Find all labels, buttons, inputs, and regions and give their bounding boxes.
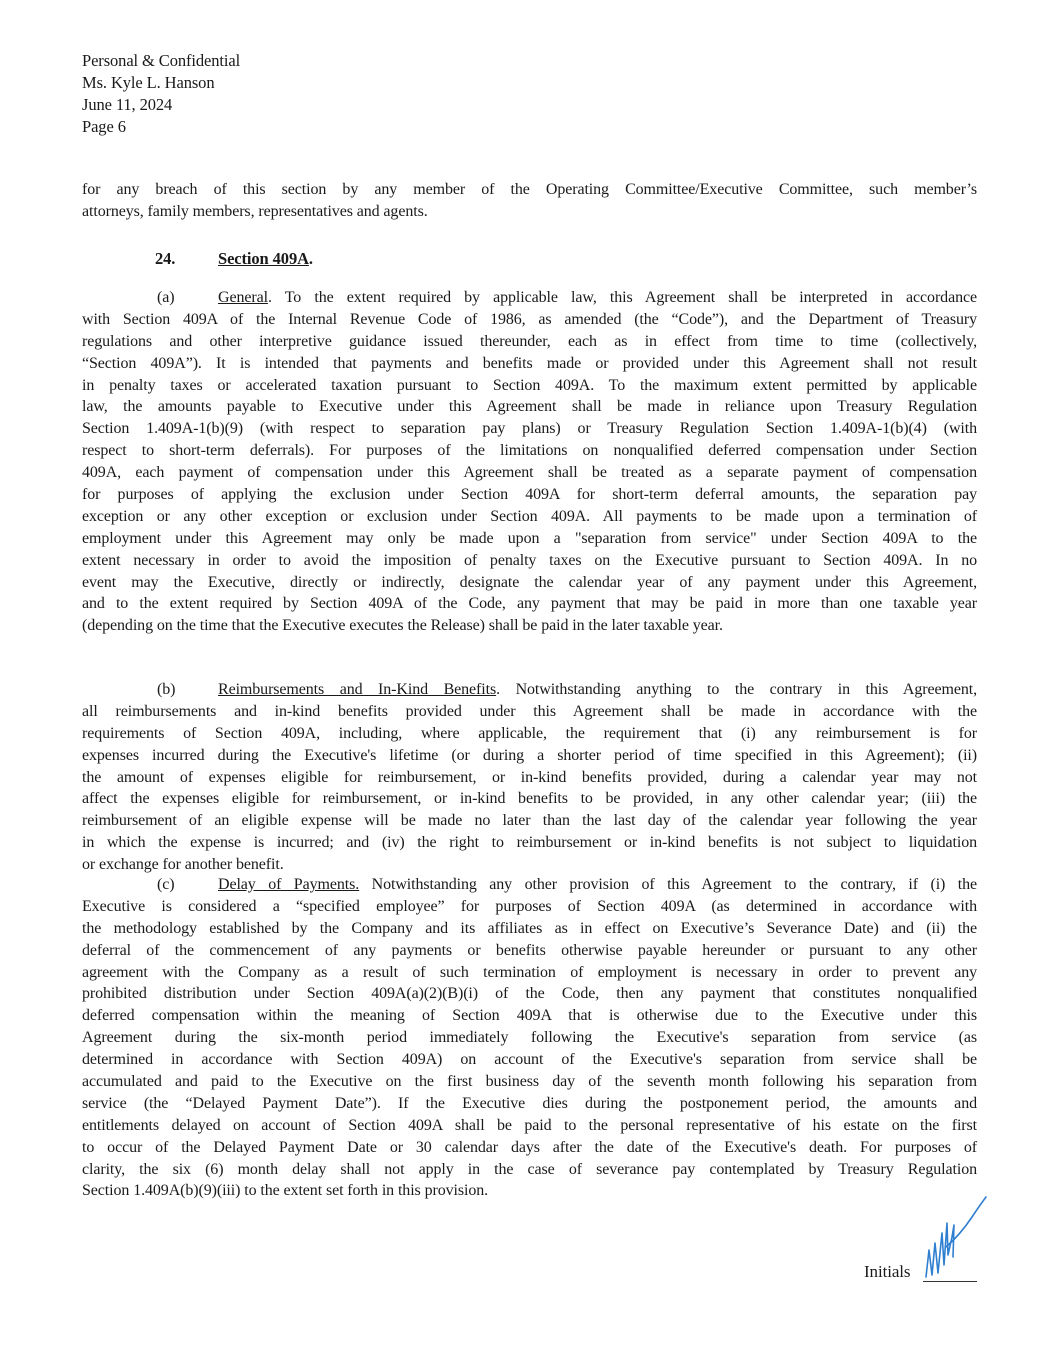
text-line: and to the extent required by Section 409A of the Code, any payment that may be paid in more than one taxable year <box>82 595 977 613</box>
text-line: Agreement during the six-month period immediately following the Executive's separation from service (as <box>82 1029 977 1047</box>
paragraph-title: General <box>218 289 268 306</box>
paragraph-text: . To the extent required by applicable law, this Agreement shall be interpreted in accordance <box>267 289 977 306</box>
text-line: respect to short-term deferrals). For purposes of the limitations on nonqualified deferred compensation under Section <box>82 442 977 460</box>
text-line: accumulated and paid to the Executive on the first business day of the seventh month following his separation from <box>82 1073 977 1091</box>
header-date: June 11, 2024 <box>82 95 173 114</box>
text-line: in penalty taxes or accelerated taxation pursuant to Section 409A. To the maximum extent permitted by applicable <box>82 376 977 394</box>
text-line: clarity, the six (6) month delay shall not apply in the case of severance pay contemplated by Treasury Regulation <box>82 1160 977 1178</box>
text-line: exception or any other exception or exclusion under Section 409A. All payments to be made upon a termination of <box>82 507 977 525</box>
text-line: regulations and other interpretive guidance issued thereunder, each as in effect from time to time (collectively, <box>82 332 977 350</box>
text-line: Executive is considered a “specified employee” for purposes of Section 409A (as determined in accordance with <box>82 897 977 915</box>
paragraph-b <box>82 679 977 876</box>
text-line: prohibited distribution under Section 409A(a)(2)(B)(i) of the Code, then any payment that constitutes nonqualified <box>82 985 977 1003</box>
section-title-period: . <box>308 249 313 268</box>
text-line: (depending on the time that the Executive executes the Release) shall be paid in the later taxable year. <box>82 617 723 635</box>
paragraph-label: (a) <box>157 289 175 306</box>
text-line: the methodology established by the Company and its affiliates as in effect on Executive’s Severance Date) and (ii) the <box>82 919 977 937</box>
text-line: the amount of expenses eligible for reimbursement, or in-kind benefits provided, during a calendar year may not <box>82 768 977 786</box>
paragraph-a <box>82 287 977 637</box>
paragraph-first-line <box>82 679 977 701</box>
text-line: determined in accordance with Section 409A) on account of the Executive's separation from service shall be <box>82 1051 977 1069</box>
text-line: to occur of the Delayed Payment Date or 30 calendar days after the date of the Executive's death. For purposes of <box>82 1138 977 1156</box>
paragraph-title: Delay of Payments. <box>218 876 360 893</box>
text-line: Section 1.409A-1(b)(9) (with respect to separation pay plans) or Treasury Regulation Section 1.409A-1(b)(4) (with <box>82 420 977 438</box>
text-line: affect the expenses eligible for reimbursement, or in-kind benefits to be provided, in any other calendar year; (iii) the <box>82 790 977 808</box>
handwritten-initials-signature <box>920 1195 990 1290</box>
text-line: or exchange for another benefit. <box>82 856 284 874</box>
initials-label: Initials <box>864 1262 911 1281</box>
paragraph-first-line <box>82 874 977 896</box>
initials-line <box>923 1281 977 1282</box>
text-line: “Section 409A”). It is intended that payments and benefits made or provided under this Agreement shall not result <box>82 354 977 372</box>
text-line: deferred compensation within the meaning of Section 409A that is otherwise due to the Executive under this <box>82 1007 977 1025</box>
text-line: attorneys, family members, representatives and agents. <box>82 202 428 220</box>
header-recipient: Ms. Kyle L. Hanson <box>82 73 215 92</box>
intro-paragraph <box>82 179 977 223</box>
text-line: entitlements delayed on account of Section 409A shall be paid to the personal representative of his estate on the first <box>82 1116 977 1134</box>
text-line: reimbursement of an eligible expense will be made no later than the last day of the calendar year following the year <box>82 812 977 830</box>
text-line: all reimbursements and in-kind benefits provided under this Agreement shall be made in accordance with the <box>82 702 977 720</box>
paragraph-text: Notwithstanding any other provision of this Agreement to the contrary, if (i) the <box>359 876 977 893</box>
letter-header <box>82 50 240 138</box>
text-line: service (the “Delayed Payment Date”). If the Executive dies during the postponement period, the amounts and <box>82 1094 977 1112</box>
section-number: 24. <box>155 249 176 268</box>
paragraph-text: . Notwithstanding anything to the contrary in this Agreement, <box>496 681 977 698</box>
text-line: deferral of the commencement of any payments or benefits otherwise payable hereunder or pursuant to any other <box>82 941 977 959</box>
text-line: for any breach of this section by any member of the Operating Committee/Executive Committee, such member’s <box>82 181 977 198</box>
text-line: requirements of Section 409A, including, where applicable, the requirement that (i) any reimbursement is for <box>82 724 977 742</box>
text-line: event may the Executive, directly or indirectly, designate the calendar year of any payment under this Agreement, <box>82 573 977 591</box>
text-line: in which the expense is incurred; and (iv) the right to reimbursement or in-kind benefits is not subject to liquidation <box>82 834 977 852</box>
text-line: employment under this Agreement may only be made upon a "separation from service" under Section 409A to the <box>82 529 977 547</box>
section-heading <box>155 249 313 269</box>
text-line: 409A, each payment of compensation under this Agreement shall be treated as a separate payment of compensation <box>82 464 977 482</box>
text-line: expenses incurred during the Executive's lifetime (or during a shorter period of time specified in this Agreement); (ii) <box>82 746 977 764</box>
paragraph-first-line <box>82 287 977 309</box>
paragraph-c <box>82 874 977 1202</box>
header-page: Page 6 <box>82 117 126 136</box>
text-line: with Section 409A of the Internal Revenue Code of 1986, as amended (the “Code”), and the Department of Treasury <box>82 310 977 328</box>
header-confidential: Personal & Confidential <box>82 51 241 70</box>
text-line: law, the amounts payable to Executive under this Agreement shall be made in reliance upon Treasury Regulation <box>82 398 977 416</box>
paragraph-label: (b) <box>157 681 176 698</box>
section-title: Section 409A <box>218 249 309 268</box>
text-line: agreement with the Company as a result of such termination of employment is necessary in order to prevent any <box>82 963 977 981</box>
text-line: for purposes of applying the exclusion under Section 409A for short-term deferral amounts, the separation pay <box>82 486 977 504</box>
text-line: extent necessary in order to avoid the imposition of penalty taxes on the Executive pursuant to Section 409A. In no <box>82 551 977 569</box>
paragraph-label: (c) <box>157 876 175 893</box>
text-line: Section 1.409A(b)(9)(iii) to the extent set forth in this provision. <box>82 1182 489 1200</box>
paragraph-title: Reimbursements and In-Kind Benefits <box>218 681 497 698</box>
